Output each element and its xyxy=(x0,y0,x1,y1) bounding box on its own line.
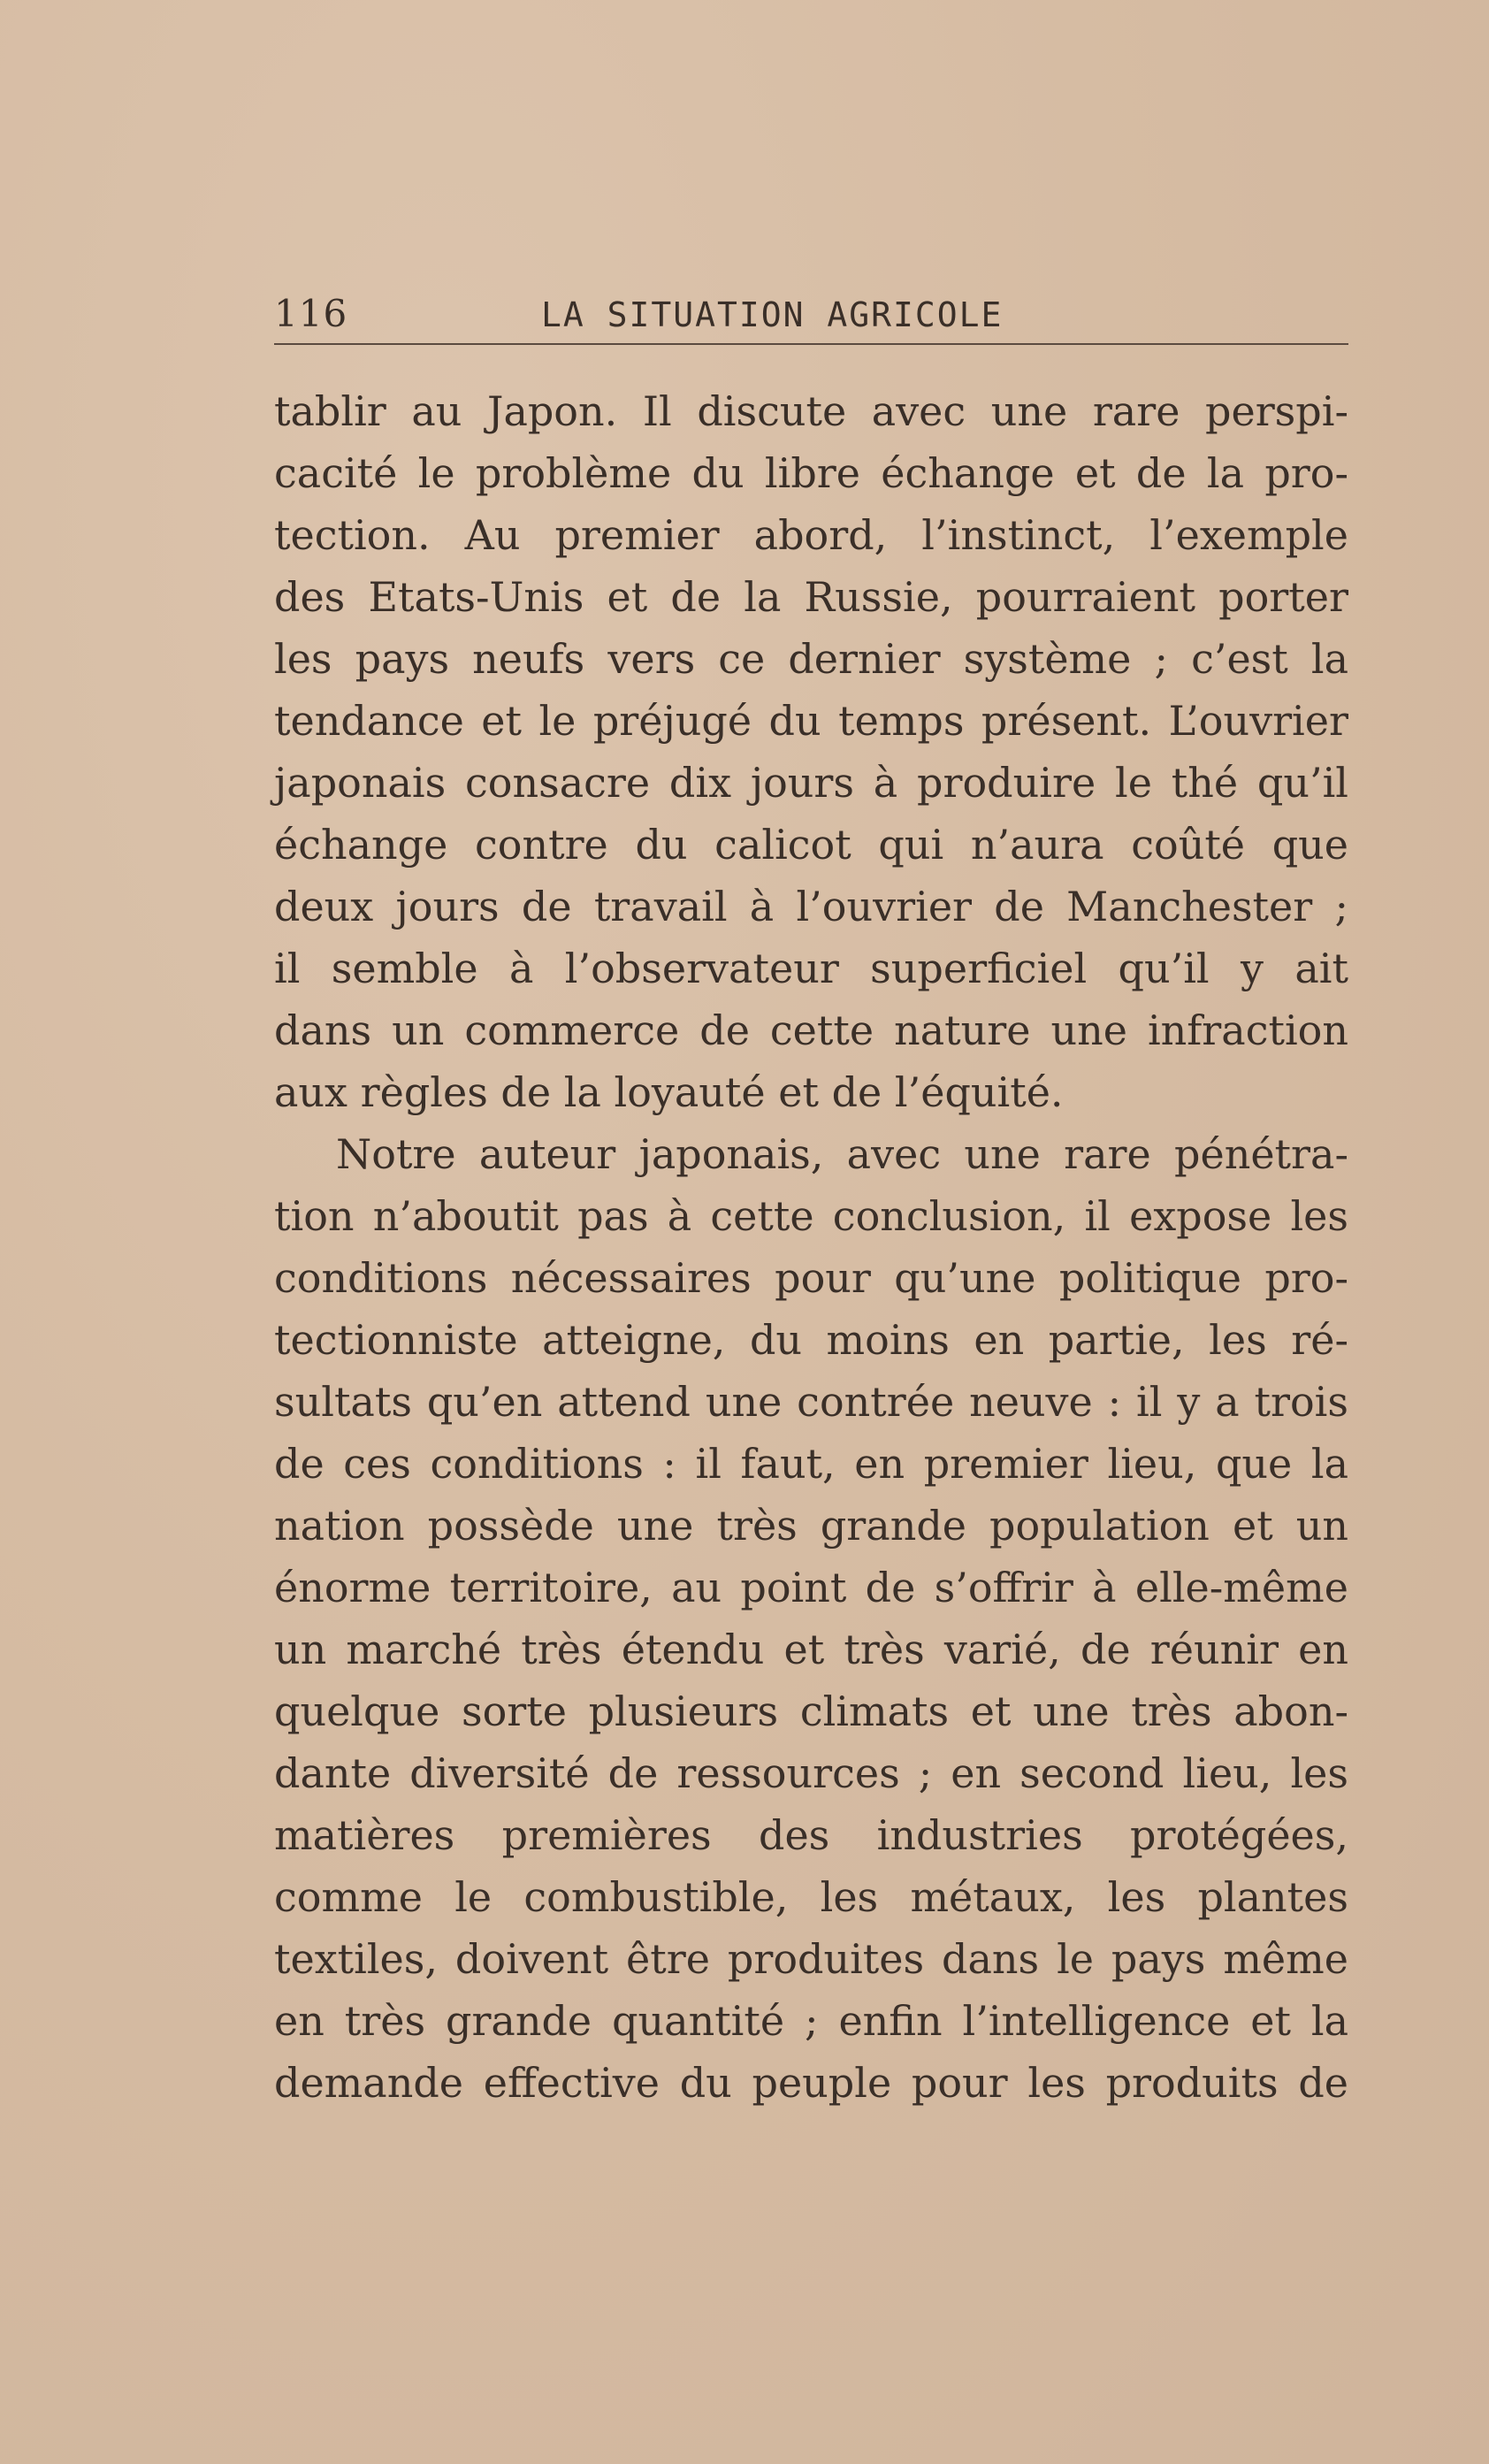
text-line: nation possède une très grande population et un xyxy=(274,1502,1348,1550)
text-line: comme le combustible, les métaux, les plantes xyxy=(274,1873,1348,1921)
text-line: des Etats-Unis et de la Russie, pourraient porter xyxy=(274,573,1348,621)
text-line: demande effective du peuple pour les produits de xyxy=(274,2059,1348,2107)
text-line: énorme territoire, au point de s’offrir à elle-même xyxy=(274,1564,1348,1611)
running-title: LA SITUATION AGRICOLE xyxy=(541,295,1004,334)
text-line: tablir au Japon. Il discute avec une rare perspi- xyxy=(274,387,1348,435)
body-text xyxy=(274,380,1348,2114)
text-line: tectionniste atteigne, du moins en partie, les ré- xyxy=(274,1316,1348,1364)
text-line: les pays neufs vers ce dernier système ; c’est la xyxy=(274,635,1348,683)
paragraph-start-line: Notre auteur japonais, avec une rare pénétra- xyxy=(336,1130,1348,1178)
text-line: conditions nécessaires pour qu’une politique pro- xyxy=(274,1254,1348,1302)
text-line: dante diversité de ressources ; en second lieu, les xyxy=(274,1749,1348,1797)
text-line: dans un commerce de cette nature une infraction xyxy=(274,1006,1348,1054)
running-head xyxy=(274,292,1348,345)
text-line: tendance et le préjugé du temps présent. L’ouvrier xyxy=(274,697,1348,745)
text-line: en très grande quantité ; enfin l’intelligence et la xyxy=(274,1997,1348,2045)
text-line: tion n’aboutit pas à cette conclusion, il expose les xyxy=(274,1192,1348,1240)
text-line: échange contre du calicot qui n’aura coûté que xyxy=(274,821,1348,869)
text-line: tection. Au premier abord, l’instinct, l’exemple xyxy=(274,511,1348,559)
text-line: quelque sorte plusieurs climats et une très abon- xyxy=(274,1687,1348,1735)
text-line: un marché très étendu et très varié, de réunir en xyxy=(274,1626,1348,1673)
text-line: deux jours de travail à l’ouvrier de Manchester ; xyxy=(274,883,1348,930)
text-line: il semble à l’observateur superficiel qu’il y ait xyxy=(274,945,1348,992)
header-rule xyxy=(274,343,1348,345)
text-line: sultats qu’en attend une contrée neuve : il y a trois xyxy=(274,1378,1348,1426)
paragraph-end-line: aux règles de la loyauté et de l’équité. xyxy=(274,1068,1064,1116)
page-number: 116 xyxy=(274,292,348,335)
text-line: textiles, doivent être produites dans le pays même xyxy=(274,1935,1348,1983)
text-line: matières premières des industries protégées, xyxy=(274,1811,1348,1859)
text-line: cacité le problème du libre échange et de la pro- xyxy=(274,449,1348,497)
text-line: japonais consacre dix jours à produire le thé qu’il xyxy=(274,759,1348,807)
text-line: de ces conditions : il faut, en premier lieu, que la xyxy=(274,1440,1348,1488)
